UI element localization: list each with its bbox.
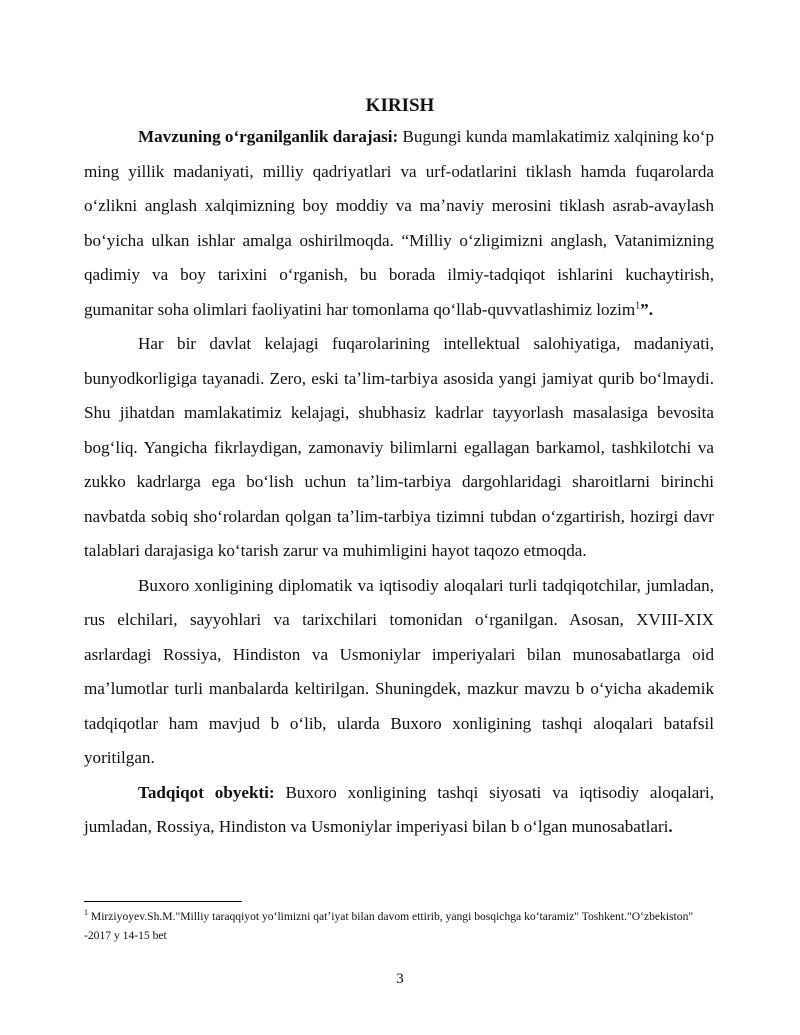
page-title: KIRISH [365, 95, 435, 116]
quote-closing: ”. [640, 299, 653, 319]
footnote-ref[interactable]: 1 [635, 299, 641, 311]
footnote-number: 1 [84, 908, 88, 918]
footnote-text: Mirziyoyev.Sh.M."Milliy taraqqiyot yoʻlimizni qatʼiyat bilan davom ettirib, yangi bosqichga koʻtaramiz" Toshkent."Oʻzbekiston" -2017 y 14-15 bet [84, 910, 694, 942]
footnote-separator [84, 901, 242, 902]
sentence-closing: . [668, 817, 673, 836]
paragraph-1 [84, 120, 714, 327]
paragraph-4 [84, 776, 714, 845]
paragraph-text: Buxoro xonligining diplomatik va iqtisodiy aloqalari turli tadqiqotchilar, jumladan, rus elchilari, sayyohlari va tarixchilari tomonidan oʻrganilgan. Asosan, XVIII-XIX asrlardagi Rossiya, Hindiston va Usmoniylar imperiyalari bilan munosabatlarga oid maʼlumotlar turli manbalarda keltirilgan. Shuningdek, mazkur mavzu b oʻyicha akademik tadqiqotlar ham mavjud b oʻlib, ularda Buxoro xonligining tashqi aloqalari batafsil yoritilgan. [84, 575, 714, 767]
paragraph-text: Buxoro xonligining tashqi siyosati va iqtisodiy aloqalari, jumladan, Rossiya, Hindiston va Usmoniylar imperiyasi bilan b oʻlgan munosabatlari [84, 782, 714, 836]
section-lead: Mavzuning oʻrganilganlik darajasi: [138, 127, 399, 146]
paragraph-2 [84, 327, 714, 569]
section-lead: Tadqiqot obyekti: [138, 782, 275, 802]
footnote [84, 907, 714, 945]
paragraph-text: Har bir davlat kelajagi fuqarolarining intellektual salohiyatiga, madaniyati, bunyodkorligiga tayanadi. Zero, eski taʼlim-tarbiya asosida yangi jamiyat qurib boʻlmaydi. Shu jihatdan mamlakatimiz kelajagi, shubhasiz kadrlar tayyorlash masalasiga bevosita bogʻliq. Yangicha fikrlaydigan, zamonaviy bilimlarni egallagan barkamol, tashkilotchi va zukko kadrlarga ega boʻlish uchun taʼlim-tarbiya dargohlaridagi sharoitlarni birinchi navbatda sobiq shoʻrolardan qolgan taʼlim-tarbiya tizimni tubdan oʻzgartirish, hozirgi davr talablari darajasiga koʻtarish zarur va muhimligini hayot taqozo etmoqda. [84, 334, 714, 560]
body-text [84, 120, 714, 845]
page-number: 3 [396, 971, 404, 987]
paragraph-3 [84, 569, 714, 776]
paragraph-text: Bugungi kunda mamlakatimiz xalqining koʻp ming yillik madaniyati, milliy qadriyatlari va urf-odatlarini tiklash hamda fuqarolarda oʻzlikni anglash xalqimizning boy moddiy va maʼnaviy merosini tiklash asrab-avaylash boʻyicha ulkan ishlar amalga oshirilmoqda. “Milliy oʻzligimizni anglash, Vatanimizning qadimiy va boy tarixini oʻrganish, bu borada ilmiy-tadqiqot ishlarini kuchaytirish, gumanitar soha olimlari faoliyatini har tomonlama qoʻllab-quvvatlashimiz lozim [84, 127, 714, 319]
